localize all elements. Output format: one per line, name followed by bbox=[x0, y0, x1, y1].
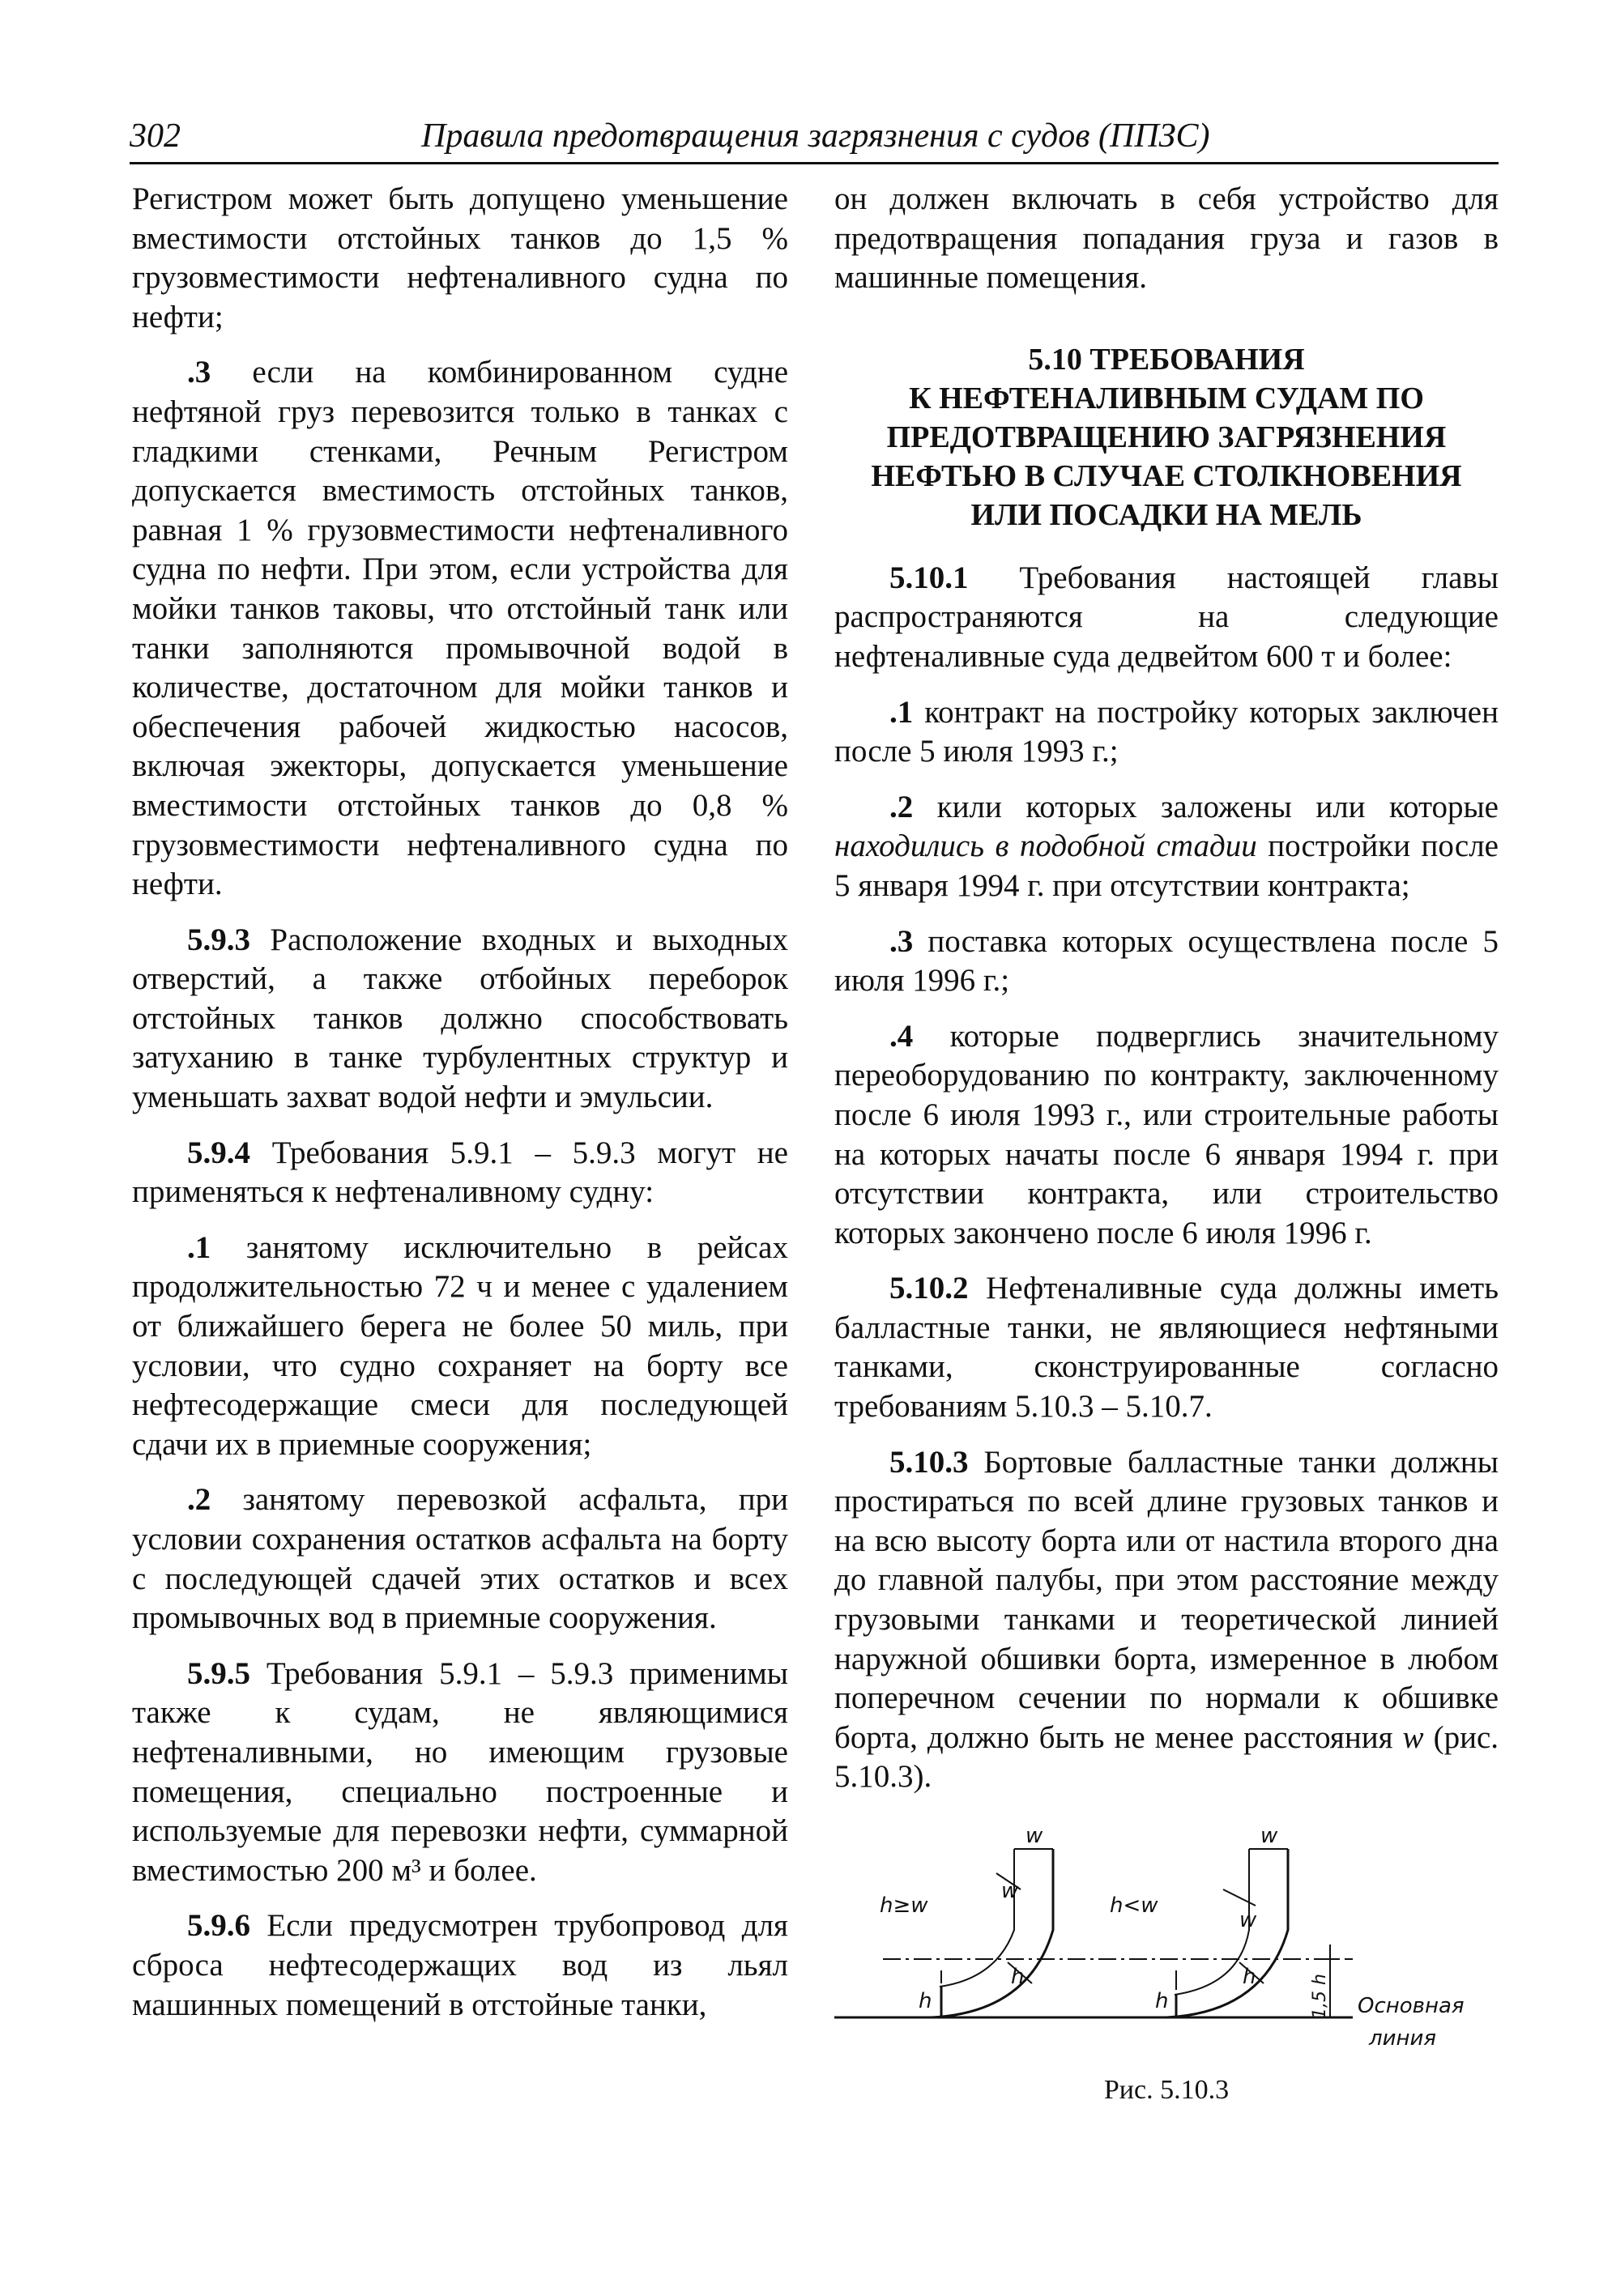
figure-5-10-3 bbox=[834, 1825, 1499, 2068]
section-number: 5.9.5 bbox=[187, 1655, 250, 1691]
label-h: h bbox=[919, 1989, 932, 2013]
paragraph-item-2: .2 занятому перевозкой асфальта, при условии сохранения остатков асфальта на борту с последующей сдачей этих остатков и всех промывочных вод в приемные сооружения. bbox=[132, 1482, 788, 1636]
paragraph-5-9-4: 5.9.4 Требования 5.9.1 – 5.9.3 могут не применяться к нефтеналивному судну: bbox=[132, 1135, 788, 1210]
hull-section-diagram bbox=[834, 1825, 1499, 2068]
label-w: w bbox=[1239, 1908, 1257, 1932]
paragraph-5-10-3: 5.10.3 Бортовые балластные танки должны простираться по всей длине грузовых танков и на всю высоту борта или от настила второго дна до главной палубы, при этом расстояние между грузовыми танками и теоретической линией наружной обшивки борта, измеренное в любом поперечном сечении по нормали к обшивке борта, должно быть не менее расстояния w (рис. 5.10.3). bbox=[834, 1444, 1499, 1795]
inner-boundary-right bbox=[1175, 1849, 1249, 1995]
label-w: w bbox=[1001, 1879, 1019, 1903]
right-column bbox=[834, 180, 1499, 2111]
item-number: .2 bbox=[889, 789, 914, 824]
page-header bbox=[130, 105, 1499, 164]
item-number: .4 bbox=[889, 1018, 914, 1054]
label-h-lt-w: h<w bbox=[1110, 1893, 1158, 1918]
paragraph-item-2: .2 кили которых заложены или которые находились в подобной стадии постройки после 5 января 1994 г. при отсутствии контракта; bbox=[834, 789, 1499, 903]
inner-boundary-left bbox=[940, 1849, 1014, 1987]
paragraph-5-9-6: 5.9.6 Если предусмотрен трубопровод для сброса нефтесодержащих вод из льял машинных помещений в отстойные танки, bbox=[132, 1908, 788, 2022]
section-number: 5.10.1 bbox=[889, 560, 969, 595]
paragraph: он должен включать в себя устройство для предотвращения попадания груза и газов в машинные помещения. bbox=[834, 181, 1499, 296]
paragraph-item-1: .1 контракт на постройку которых заключен после 5 июля 1993 г.; bbox=[834, 694, 1499, 769]
item-number: .3 bbox=[889, 923, 914, 959]
paragraph-5-10-1: 5.10.1 Требования настоящей главы распространяются на следующие нефтеналивные суда дедвейтом 600 т и более: bbox=[834, 560, 1499, 674]
paragraph-5-10-2: 5.10.2 Нефтеналивные суда должны иметь балластные танки, не являющиеся нефтяными танками, сконструированные согласно требованиям 5.10.3 – 5.10.7. bbox=[834, 1271, 1499, 1425]
paragraph-item-1: .1 занятому исключительно в рейсах продолжительностью 72 ч и менее с удалением от ближайшего берега не более 50 миль, при условии, что судно сохраняет на борту все нефтесодержащие смеси для последующей сдачи их в приемные сооружения; bbox=[132, 1229, 788, 1462]
label-baseline-2: линия bbox=[1369, 2026, 1437, 2051]
item-number: .1 bbox=[889, 694, 914, 730]
section-number: 5.9.4 bbox=[187, 1135, 250, 1170]
section-number: 5.10.2 bbox=[889, 1271, 969, 1306]
section-heading-5-10: 5.10 ТРЕБОВАНИЯ К НЕФТЕНАЛИВНЫМ СУДАМ ПО ПРЕДОТВРАЩЕНИЮ ЗАГРЯЗНЕНИЯ НЕФТЬЮ В СЛУЧАЕ СТОЛКНОВЕНИЯ ИЛИ ПОСАДКИ НА МЕЛЬ bbox=[871, 342, 1462, 532]
label-h: h bbox=[1243, 1965, 1256, 1989]
item-number: .3 bbox=[187, 355, 211, 390]
outer-hull-left bbox=[932, 1849, 1053, 2017]
label-h: h bbox=[1155, 1989, 1169, 2013]
item-number: .2 bbox=[187, 1482, 211, 1518]
item-number: .1 bbox=[187, 1229, 211, 1265]
label-w: w bbox=[1025, 1825, 1043, 1848]
paragraph: Регистром может быть допущено уменьшение вместимости отстойных танков до 1,5 % грузовместимости нефтеналивного судна по нефти; bbox=[132, 181, 788, 334]
section-number: 5.9.3 bbox=[187, 922, 250, 957]
label-h: h bbox=[1011, 1965, 1025, 1989]
paragraph-item-4: .4 которые подверглись значительному переоборудованию по контракту, заключенному после 6 июля 1993 г., или строительные работы на которых начаты после 6 января 1994 г. при отсутствии контракта, или строительство которых закончено после 6 июля 1996 г. bbox=[834, 1018, 1499, 1250]
section-number: 5.10.3 bbox=[889, 1444, 969, 1480]
page-number: 302 bbox=[130, 117, 181, 155]
left-column bbox=[132, 180, 788, 2025]
paragraph-item-3: .3 если на комбинированном судне нефтяной груз перевозится только в танках с гладкими стенками, Речным Регистром допускается вместимость отстойных танков, равная 1 % грузовместимости нефтеналивного судна по нефти. При этом, если устройства для мойки танков таковы, что отстойный танк или танки заполняются промывочной водой в количестве, достаточном для мойки танков и обеспечения рабочей жидкостью насосов, включая эжекторы, допускается уменьшение вместимости отстойных танков до 0,8 % грузовместимости нефтеналивного судна по нефти. bbox=[132, 355, 788, 902]
label-h-ge-w: h≥w bbox=[880, 1893, 928, 1918]
paragraph-5-9-5: 5.9.5 Требования 5.9.1 – 5.9.3 применимы также к судам, не являющимися нефтеналивными, но имеющим грузовые помещения, специально построенные и используемые для перевозки нефти, суммарной вместимостью 200 м³ и более. bbox=[132, 1655, 788, 1888]
paragraph-5-9-3: 5.9.3 Расположение входных и выходных отверстий, а также отбойных переборок отстойных танков должно способствовать затуханию в танке турбулентных структур и уменьшать захват водой нефти и эмульсии. bbox=[132, 922, 788, 1115]
running-title: Правила предотвращения загрязнения с судов (ППЗС) bbox=[421, 117, 1210, 155]
label-w: w bbox=[1260, 1825, 1278, 1848]
label-1-5h: 1,5 h bbox=[1310, 1974, 1330, 2019]
paragraph-item-3: .3 поставка которых осуществлена после 5 июля 1996 г.; bbox=[834, 923, 1499, 999]
figure-caption: Рис. 5.10.3 bbox=[1103, 2075, 1230, 2105]
section-number: 5.9.6 bbox=[187, 1908, 250, 1944]
label-baseline-1: Основная bbox=[1358, 1994, 1465, 2018]
